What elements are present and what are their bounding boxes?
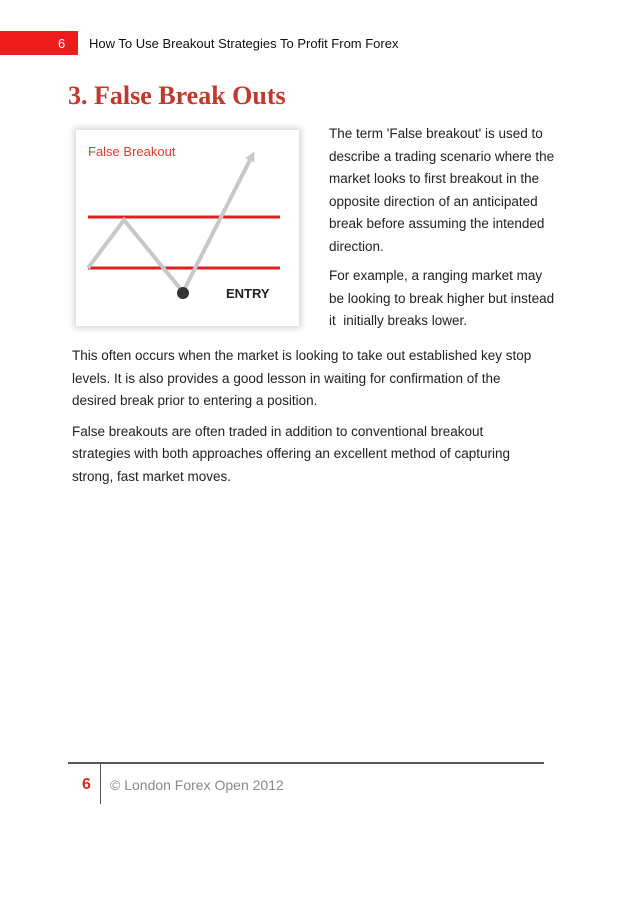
footer-page-number: 6 <box>82 776 91 793</box>
footer-divider <box>100 764 101 804</box>
side-paragraph-2: For example, a ranging market may be looking to break higher but instead it initially breaks lower. <box>329 268 555 328</box>
section-heading: 3. False Break Outs <box>68 81 286 110</box>
header-page-number: 6 <box>58 36 66 51</box>
false-breakout-figure <box>76 130 299 326</box>
false-breakout-diagram <box>76 130 299 326</box>
footer-rule <box>68 762 544 764</box>
figure-title: False Breakout <box>88 144 176 159</box>
body-paragraph-1: This often occurs when the market is looking to take out established key stop levels. It is also provides a good lesson in waiting for confirmation of the desired break prior to entering a position. <box>72 348 532 408</box>
body-paragraph-2: False breakouts are often traded in addition to conventional breakout strategies with both approaches offering an excellent method of capturing strong, fast market moves. <box>72 423 511 484</box>
side-paragraph-1: The term 'False breakout' is used to describe a trading scenario where the market looks to first breakout in the opposite direction of an anticipated break before assuming the intended direction. <box>329 126 555 254</box>
price-path <box>88 156 252 292</box>
entry-dot <box>177 287 189 299</box>
entry-label: ENTRY <box>226 286 270 301</box>
header-title: How To Use Breakout Strategies To Profit From Forex <box>89 36 399 51</box>
body-text <box>72 345 572 496</box>
side-text <box>329 123 574 340</box>
footer-copyright: © London Forex Open 2012 <box>110 777 284 793</box>
header-bar <box>0 31 78 55</box>
